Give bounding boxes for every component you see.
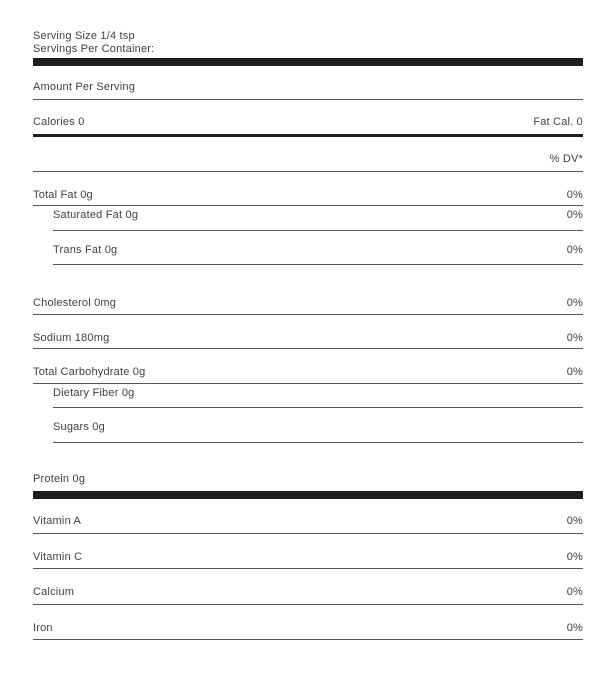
nutrient-row-dietary-fiber: [53, 387, 583, 409]
nutrient-row-trans-fat: [53, 244, 583, 266]
divider-thick-top: [33, 58, 583, 66]
calories-row: [33, 116, 583, 138]
nutrient-value: 0%: [566, 297, 583, 309]
nutrient-label: Total Carbohydrate 0g: [33, 366, 146, 378]
nutrient-label: Total Fat 0g: [33, 188, 93, 201]
nutrient-value: 0%: [566, 366, 583, 378]
nutrient-row-saturated-fat: [53, 209, 583, 231]
nutrient-label: Vitamin A: [33, 515, 82, 527]
nutrient-row-cholesterol: [33, 297, 583, 315]
fat-calories-label: Fat Cal. 0: [533, 115, 583, 128]
nutrient-label: Sodium 180mg: [33, 331, 110, 344]
nutrient-label: Cholesterol 0mg: [33, 297, 117, 309]
nutrient-rows: [33, 189, 583, 443]
nutrient-value: 0%: [566, 243, 583, 256]
nutrient-row-sodium: [33, 332, 583, 350]
nutrient-label: Dietary Fiber 0g: [53, 386, 135, 399]
divider-thick-bottom: [33, 491, 583, 499]
serving-info: [33, 30, 583, 55]
nutrient-value: 0%: [566, 550, 583, 563]
nutrient-value: 0%: [566, 188, 583, 201]
servings-per-container-text: Servings Per Container:: [33, 42, 155, 55]
amount-per-serving-row: [33, 81, 583, 100]
nutrient-value: 0%: [566, 621, 583, 634]
nutrient-label: Trans Fat 0g: [53, 243, 118, 256]
nutrient-label: Iron: [33, 621, 53, 634]
nutrient-label: Calcium: [33, 586, 75, 598]
protein-row: [33, 473, 583, 486]
nutrient-row-vitamin-a: [33, 515, 583, 534]
serving-size-text: Serving Size 1/4 tsp: [33, 30, 135, 42]
calories-label: Calories 0: [33, 115, 85, 128]
nutrient-label: Saturated Fat 0g: [53, 209, 139, 221]
nutrient-row-sugars: [53, 421, 583, 443]
nutrient-label: Sugars 0g: [53, 421, 105, 433]
vitamin-rows: [33, 515, 583, 640]
amount-per-serving-label: Amount Per Serving: [33, 81, 136, 93]
nutrient-label: Vitamin C: [33, 550, 83, 563]
nutrient-row-total-fat: [33, 189, 583, 207]
nutrient-value: 0%: [566, 515, 583, 527]
nutrient-row-vitamin-c: [33, 551, 583, 570]
nutrient-value: 0%: [566, 331, 583, 344]
daily-value-header: % DV*: [549, 153, 583, 165]
protein-label: Protein 0g: [33, 472, 86, 485]
daily-value-header-row: [33, 153, 583, 172]
nutrient-value: 0%: [566, 586, 583, 598]
nutrient-row-calcium: [33, 586, 583, 605]
nutrient-row-iron: [33, 622, 583, 641]
nutrient-value: 0%: [566, 209, 583, 221]
nutrient-row-total-carbohydrate: [33, 366, 583, 384]
